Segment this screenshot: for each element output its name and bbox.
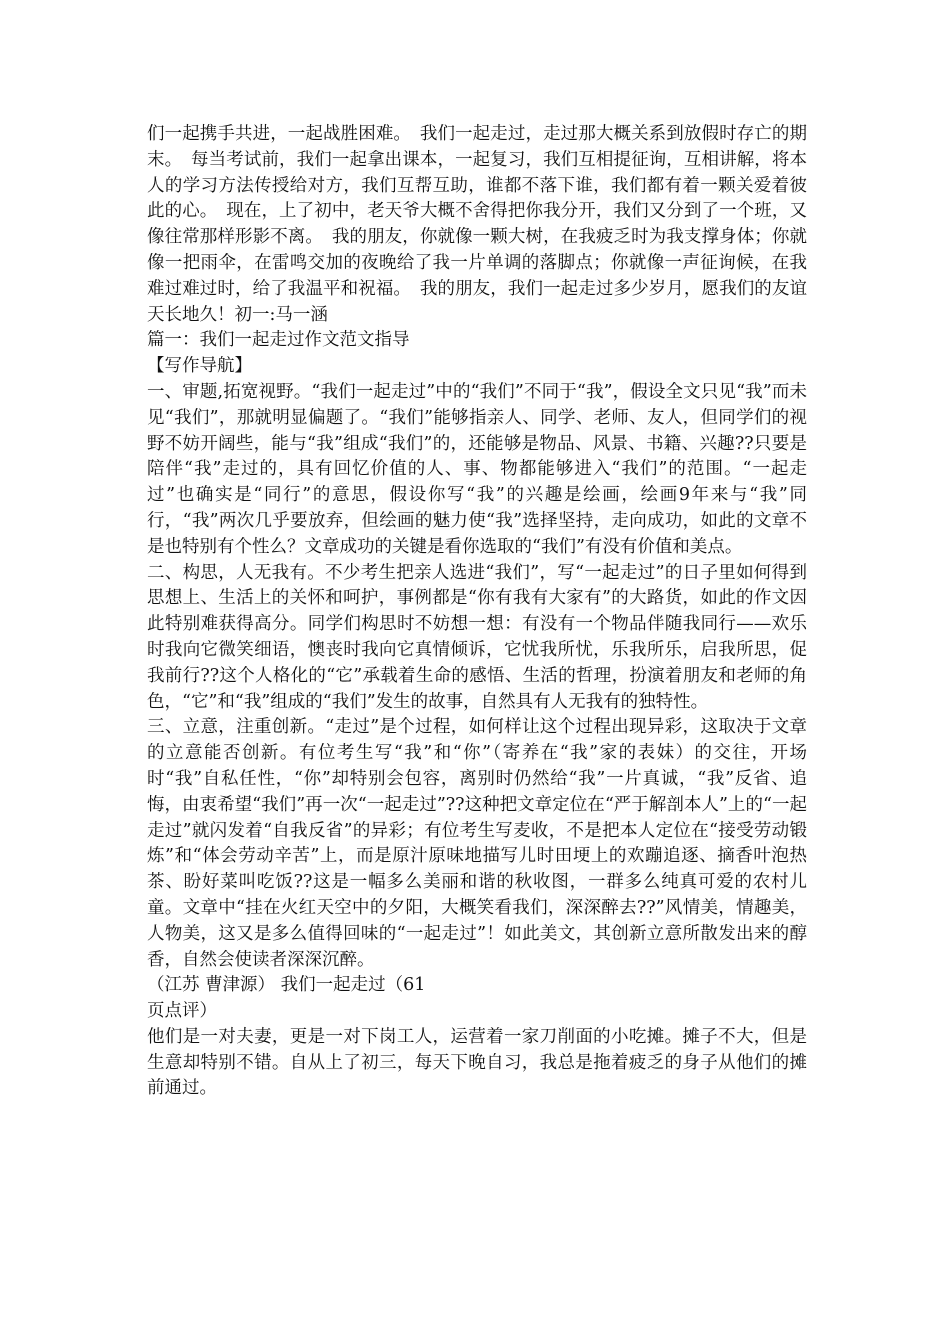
document-page: [147, 122, 807, 1102]
section-heading: 【写作导航】: [147, 356, 252, 377]
point-two-paragraph: 二、构思，人无我有。不少考生把亲人选进“我们”，写“一起走过”的日子里如何得到思想上、生活上的关怀和呵护，事例都是“你有我有大家有”的大路货，如此的作文因此特别难获得高分。同学们构思时不妨想一想：有没有一个物品伴随我同行——欢乐时我向它微笑细语，懊丧时我向它真情倾诉，它忧我所忧，乐我所乐，启我所思，促我前行??这个人格化的“它”承载着生命的感悟、生活的哲理，扮演着朋友和老师的角色，“它”和“我”组成的“我们”发生的故事，自然具有人无我有的独特性。: [147, 562, 807, 712]
article-title: 篇一：我们一起走过作文范文指导: [147, 330, 410, 351]
point-three-paragraph: 三、立意，注重创新。“走过”是个过程，如何样让这个过程出现异彩，这取决于文章的立意能否创新。有位考生写“我”和“你”（寄养在“我”家的表妹）的交往，开场时“我”自私任性，“你”却特别会包容，离别时仍然给“我”一片真诚，“我”反省、追悔，由衷希望“我们”再一次“一起走过”??这种把文章定位在“严于解剖本人”上的“一起走过”就闪发着“自我反省”的异彩；有位考生写麦收，不是把本人定位在“接受劳动锻炼”和“体会劳动辛苦”上，而是原汁原味地描写儿时田埂上的欢蹦追逐、摘香叶泡热茶、盼好菜叫吃饭??这是一幅多么美丽和谐的秋收图，一群多么纯真可爱的农村儿童。文章中“挂在火红天空中的夕阳，大概笑看我们，深深醉去??”风情美，情趣美，人物美，这又是多么值得回味的“一起走过”！如此美文，其创新立意所散发出来的醇香，自然会使读者深深沉醉。: [147, 717, 807, 970]
closing-paragraph: 他们是一对夫妻，更是一对下岗工人，运营着一家刀削面的小吃摊。摊子不大，但是生意却特别不错。自从上了初三，每天下晚自习，我总是拖着疲乏的身子从他们的摊前通过。: [147, 1026, 807, 1099]
comment-line: 页点评）: [147, 1001, 217, 1022]
point-one-paragraph: 一、审题,拓宽视野。“我们一起走过”中的“我们”不同于“我”，假设全文只见“我”而未见“我们”，那就明显偏题了。“我们”能够指亲人、同学、老师、友人，但同学们的视野不妨开阔些，能与“我”组成“我们”的，还能够是物品、风景、书籍、兴趣??只要是陪伴“我”走过的，具有回忆价值的人、事、物都能够进入“我们”的范围。“一起走过”也确实是“同行”的意思，假设你写“我”的兴趣是绘画，绘画9年来与“我”同行，“我”两次几乎要放弃，但绘画的魅力使“我”选择坚持，走向成功，如此的文章不是也特别有个性么？文章成功的关键是看你选取的“我们”有没有价值和美点。: [147, 381, 807, 557]
intro-paragraph: 们一起携手共进，一起战胜困难。 我们一起走过，走过那大概关系到放假时存亡的期末。 每当考试前，我们一起拿出课本，一起复习，我们互相提征询，互相讲解，将本人的学习方法传授给对方，我们互帮互助，谁都不落下谁，我们都有着一颗关爱着彼此的心。 现在，上了初中，老天爷大概不舍得把你我分开，我们又分到了一个班，又像往常那样形影不离。 我的朋友，你就像一颗大树，在我疲乏时为我支撑身体；你就像一把雨伞，在雷鸣交加的夜晚给了我一片单调的落脚点；你就像一声征询候，在我难过难过时，给了我温平和祝福。 我的朋友，我们一起走过多少岁月，愿我们的友谊天长地久！初一:马一涵: [147, 124, 807, 325]
source-line: （江苏 曹津源） 我们一起走过（61: [147, 975, 426, 996]
